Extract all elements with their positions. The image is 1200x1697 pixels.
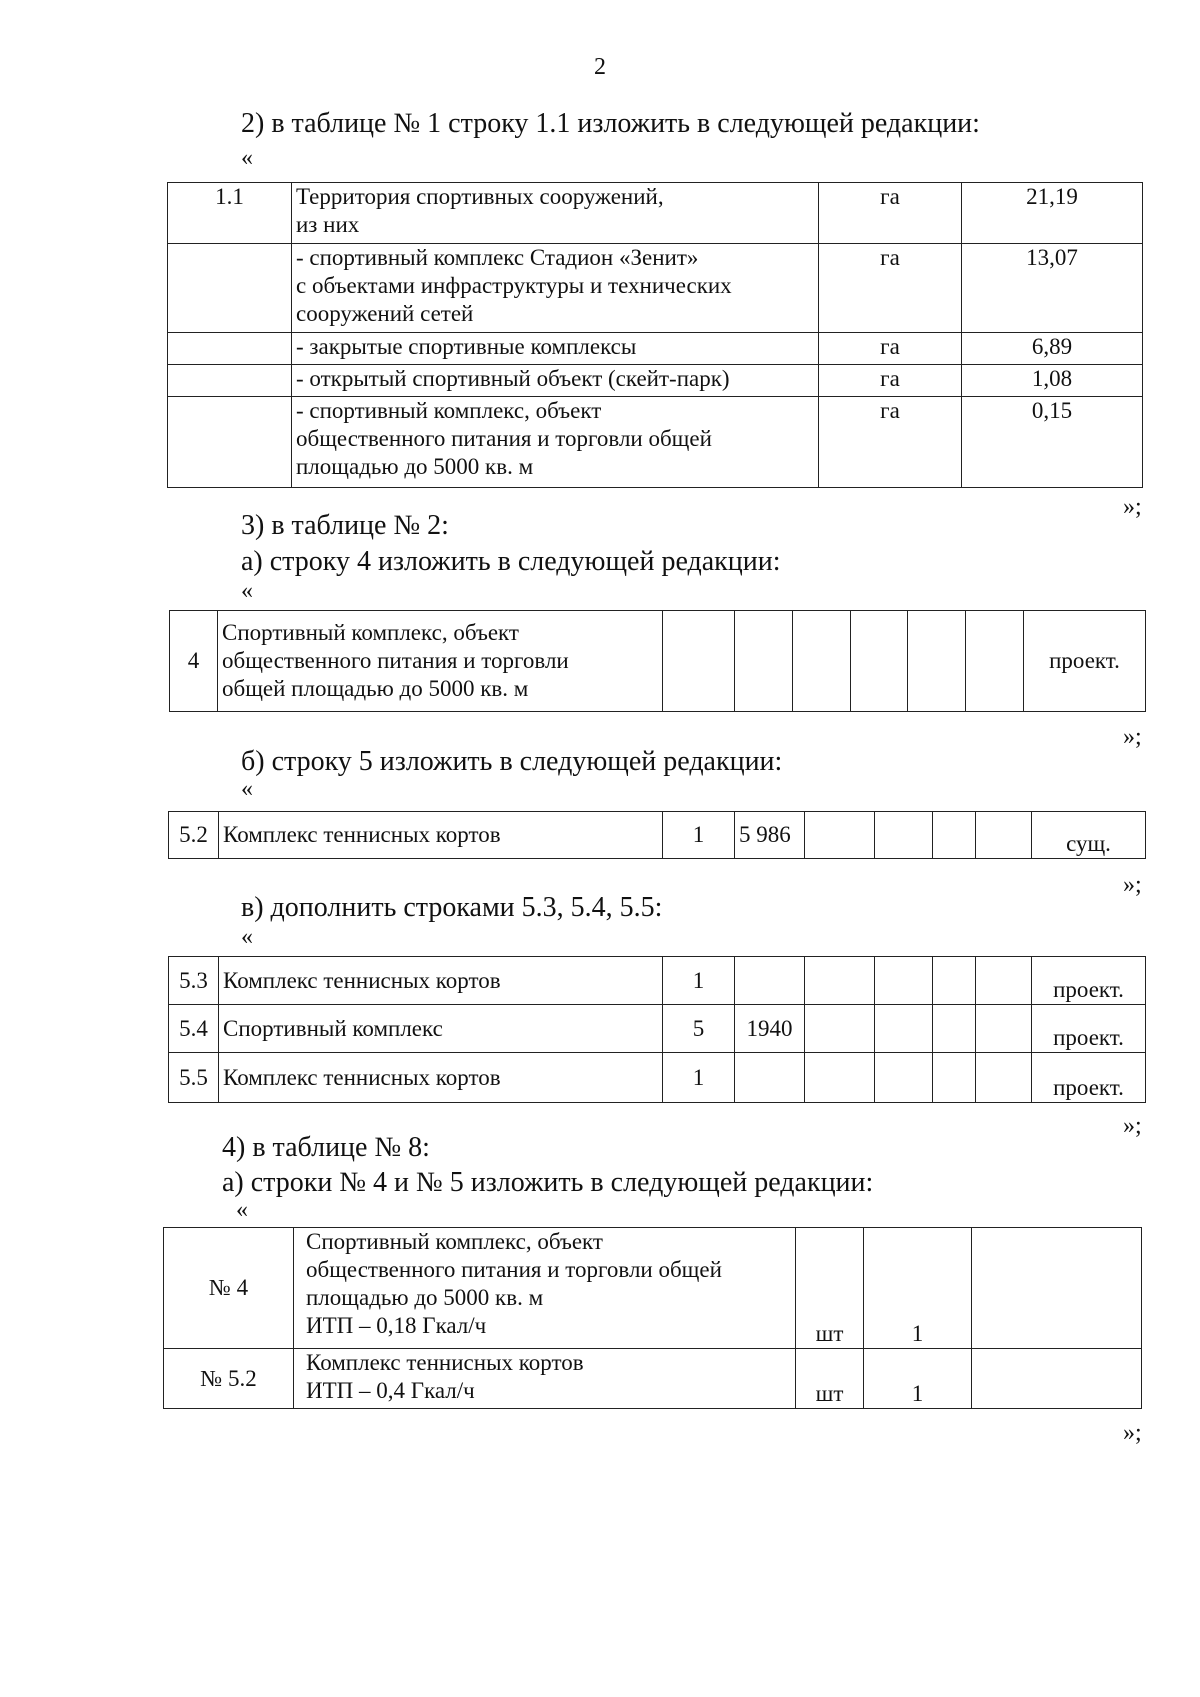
row-unit: га [819,183,962,244]
empty-cell [805,957,875,1005]
empty-cell [805,1005,875,1053]
row-number [168,244,292,333]
empty-cell [933,812,976,859]
empty-cell [976,957,1032,1005]
close-quote: »; [1123,724,1142,750]
close-quote: »; [1123,1113,1142,1139]
table-1-excerpt [167,182,1143,488]
empty-cell [735,611,793,712]
row-quantity: 5 [663,1005,735,1053]
row-name: Территория спортивных сооружений, из них [292,183,819,244]
empty-cell [875,1053,933,1103]
section-3b-heading: б) строку 5 изложить в следующей редакции: [241,746,783,777]
row-name: - закрытые спортивные комплексы [292,333,819,365]
empty-cell [805,1053,875,1103]
row-value: 21,19 [962,183,1143,244]
open-quote: « [241,145,253,171]
table-row [168,365,1143,397]
empty-cell [972,1228,1142,1349]
row-value: 1,08 [962,365,1143,397]
row-quantity: 1 [864,1228,972,1349]
table-row [170,611,1146,712]
section-3c-heading: в) дополнить строками 5.3, 5.4, 5.5: [241,892,663,923]
empty-cell [805,812,875,859]
section-3a-heading: а) строку 4 изложить в следующей редакции: [241,546,781,577]
row-area [735,957,805,1005]
row-name: Спортивный комплекс, объект общественного питания и торговли общей площадью до 5000 кв. м [218,611,663,712]
row-number: 1.1 [168,183,292,244]
row-value: 13,07 [962,244,1143,333]
row-number [168,365,292,397]
empty-cell [875,812,933,859]
empty-cell [976,812,1032,859]
section-3-heading: 3) в таблице № 2: [241,510,449,541]
row-quantity: 1 [864,1349,972,1409]
table-row [168,397,1143,488]
empty-cell [976,1053,1032,1103]
row-unit: га [819,244,962,333]
row-number: № 5.2 [164,1349,294,1409]
row-name: - спортивный комплекс, объект общественного питания и торговли общей площадью до 5000 кв. м [292,397,819,488]
empty-cell [966,611,1024,712]
table-2-new-rows [168,956,1146,1103]
row-status: проект. [1032,1053,1146,1103]
table-row [169,957,1146,1005]
row-area: 5 986 [735,812,805,859]
row-name: Комплекс теннисных кортов [219,957,663,1005]
close-quote: »; [1123,1420,1142,1446]
row-unit: шт [796,1228,864,1349]
row-number [168,397,292,488]
empty-cell [972,1349,1142,1409]
empty-cell [933,1053,976,1103]
empty-cell [933,1005,976,1053]
section-2-heading: 2) в таблице № 1 строку 1.1 изложить в следующей редакции: [241,108,980,139]
row-status: проект. [1032,957,1146,1005]
open-quote: « [241,776,253,802]
row-area: 1940 [735,1005,805,1053]
row-value: 0,15 [962,397,1143,488]
row-number [168,333,292,365]
close-quote: »; [1123,494,1142,520]
row-quantity: 1 [663,812,735,859]
row-name: - спортивный комплекс Стадион «Зенит» с объектами инфраструктуры и технических сооружений сетей [292,244,819,333]
row-number: 4 [170,611,218,712]
empty-cell [851,611,908,712]
close-quote: »; [1123,872,1142,898]
row-name: Комплекс теннисных кортов [219,1053,663,1103]
row-unit: га [819,333,962,365]
row-unit: га [819,397,962,488]
row-status: проект. [1032,1005,1146,1053]
row-area [735,1053,805,1103]
empty-cell [908,611,966,712]
open-quote: « [241,924,253,950]
table-row [169,1053,1146,1103]
empty-cell [793,611,851,712]
table-row [164,1228,1142,1349]
row-unit: га [819,365,962,397]
row-status: проект. [1024,611,1146,712]
row-number: 5.3 [169,957,219,1005]
empty-cell [875,957,933,1005]
row-quantity: 1 [663,957,735,1005]
row-quantity: 1 [663,1053,735,1103]
table-row [169,812,1146,859]
page-number: 2 [594,54,606,80]
row-status: сущ. [1032,812,1146,859]
empty-cell [663,611,735,712]
table-row [168,244,1143,333]
table-row [164,1349,1142,1409]
empty-cell [875,1005,933,1053]
section-4a-heading: а) строки № 4 и № 5 изложить в следующей редакции: [222,1167,874,1198]
row-value: 6,89 [962,333,1143,365]
table-8-excerpt [163,1227,1142,1409]
empty-cell [976,1005,1032,1053]
row-name: Спортивный комплекс, объект общественного питания и торговли общей площадью до 5000 кв. м ИТП – 0,18 Гкал/ч [294,1228,796,1349]
table-2-row-4 [169,610,1146,712]
row-name: Спортивный комплекс [219,1005,663,1053]
row-number: 5.5 [169,1053,219,1103]
row-name: Комплекс теннисных кортов [219,812,663,859]
row-number: 5.4 [169,1005,219,1053]
table-row [169,1005,1146,1053]
row-name: - открытый спортивный объект (скейт-парк) [292,365,819,397]
table-row [168,333,1143,365]
row-number: 5.2 [169,812,219,859]
table-row [168,183,1143,244]
section-4-heading: 4) в таблице № 8: [222,1132,430,1163]
empty-cell [933,957,976,1005]
open-quote: « [241,578,253,604]
open-quote: « [236,1197,248,1223]
row-number: № 4 [164,1228,294,1349]
row-unit: шт [796,1349,864,1409]
row-name: Комплекс теннисных кортов ИТП – 0,4 Гкал/ч [294,1349,796,1409]
table-2-row-5 [168,811,1146,859]
